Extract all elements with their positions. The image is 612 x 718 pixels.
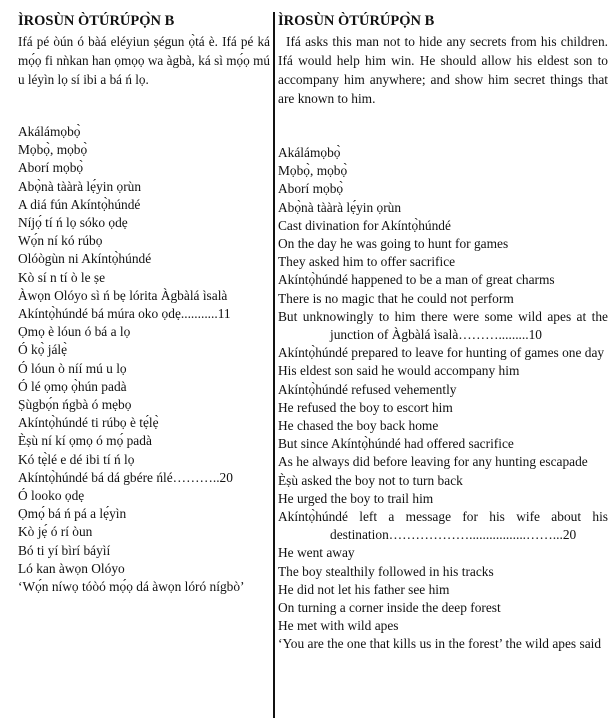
verse-line: Aborí mọbọ̀ (18, 160, 84, 176)
yoruba-title: ÌROSÙN ÒTÚRÚPỌ̀N B (18, 13, 175, 29)
verse-line: Akálámọbọ̀ (278, 145, 341, 160)
verse-line: He chased the boy back home (278, 418, 439, 434)
verse-line: ‘You are the one that kills us in the forest’ the wild apes said (278, 636, 602, 652)
english-column (278, 12, 608, 654)
verse-line: Ó lé ọmọ ọ̀hún padà (18, 378, 127, 394)
verse-line: He refused the boy to escort him (278, 399, 453, 415)
verse-line: But since Akíntọ̀húndé had offered sacrifice (278, 436, 514, 452)
verse-line: Ọmọ è lóun ó bá a lọ (18, 324, 131, 340)
english-intro: Ifá asks this man not to hide any secrets from his children. Ifá would help him win. He should allow his eldest son to accompany him anywhere; and show him secret things that are known to him. (278, 34, 608, 106)
verse-line: Kò jẹ́ ó rí òun (18, 524, 93, 540)
verse-line: Ó kọ̀ jálẹ̀ (18, 342, 68, 358)
verse-line: Akíntọ̀húndé happened to be a man of great charms (278, 272, 555, 288)
verse-line: Akíntọ̀húndé bá múra oko ọdẹ...........11 (18, 306, 231, 322)
yoruba-column (18, 12, 270, 596)
verse-line: As he always did before leaving for any hunting escapade (278, 454, 588, 470)
yoruba-verse (18, 123, 270, 596)
verse-line: ‘Wọ́n níwọ tóòó mọ́ọ dá àwọn lóró nígbò’ (18, 579, 245, 595)
verse-line: He did not let his father see him (278, 581, 450, 597)
verse-line: Èṣù ní kí ọmọ ó mọ́ padà (18, 433, 152, 449)
verse-line: Ó looko ọdẹ (18, 488, 85, 504)
verse-line: Èṣù asked the boy not to turn back (278, 472, 463, 488)
verse-line: Olóògùn ni Akíntọ̀húndé (18, 251, 152, 267)
verse-line: Àwọn Olóyo sì ń bẹ lórita Àgbàlá ìsalà (18, 287, 228, 303)
verse-line: Akíntọ̀húndé refused vehemently (278, 381, 457, 397)
yoruba-intro: Ifá pé òún ó bàá eléyiun ṣégun ọ̀tá è. Ifá pé ká mọ́ọ fi nǹkan han ọmọọ wa àgbà, ká sì mọ́ọ mú u léyìn lọ sí ibi a bá ń lọ. (18, 34, 270, 87)
column-divider (273, 12, 275, 718)
verse-line: He met with wild apes (278, 618, 399, 634)
verse-line: Níjọ́ tí ń lọ sóko ọdẹ (18, 215, 128, 231)
verse-line: Akíntọ̀húndé prepared to leave for hunting of games one day (278, 345, 605, 361)
verse-line: But unknowingly to him there were some wild apes at the junction of Àgbàlá ìsalà……….........10 (278, 308, 608, 343)
verse-line: Ọmọ́ bá ń pá a lẹ́yìn (18, 506, 127, 522)
verse-line: He went away (278, 545, 355, 561)
verse-line: Kò sí n tí ò le ṣe (18, 269, 106, 285)
verse-line: Abọ̀nà tààrà lẹ́yin ọrùn (278, 199, 402, 215)
verse-line: Mọbọ̀, mọbọ̀ (18, 142, 88, 158)
verse-line: A diá fún Akíntọ̀húndé (18, 196, 141, 212)
verse-line: Aborí mọbọ̀ (278, 181, 344, 197)
verse-line: He urged the boy to trail him (278, 490, 434, 506)
verse-line: Mọbọ̀, mọbọ̀ (278, 163, 348, 179)
verse-line: They asked him to offer sacrifice (278, 254, 456, 270)
verse-line: His eldest son said he would accompany him (278, 363, 520, 379)
verse-line: Akálámọbọ̀ (18, 124, 81, 139)
verse-line: Ó lóun ò níí mú u lọ (18, 360, 127, 376)
english-verse (278, 144, 608, 654)
verse-line: Cast divination for Akíntọ̀húndé (278, 217, 451, 233)
verse-line: Akíntọ̀húndé left a message for his wife about his destination……………….................……...20 (278, 509, 608, 543)
verse-line: Wọ́n ní kó rúbọ (18, 233, 103, 249)
verse-line: The boy stealthily followed in his tracks (278, 563, 494, 579)
english-title: ÌROSÙN ÒTÚRÚPỌ̀N B (278, 13, 435, 29)
verse-line: Abọ̀nà tààrà lẹ́yin ọrùn (18, 178, 142, 194)
verse-line: On the day he was going to hunt for games (278, 236, 509, 252)
verse-line: Akíntọ̀húndé bá dá gbére ńlé………..20 (18, 469, 233, 485)
verse-line: Kó tẹ̀lé e dé ibi tí ń lọ (18, 451, 135, 467)
verse-line: Ló kan àwọn Olóyo (18, 560, 125, 576)
verse-line: On turning a corner inside the deep forest (278, 600, 501, 616)
verse-line: Ṣùgbọ́n ńgbà ó mẹbọ (18, 397, 132, 413)
verse-line: Akíntọ̀húndé ti rúbọ è tẹ́lẹ̀ (18, 415, 159, 431)
verse-line: There is no magic that he could not perform (278, 290, 514, 306)
verse-line: Bó ti yí bìrí báyìí (18, 542, 111, 558)
